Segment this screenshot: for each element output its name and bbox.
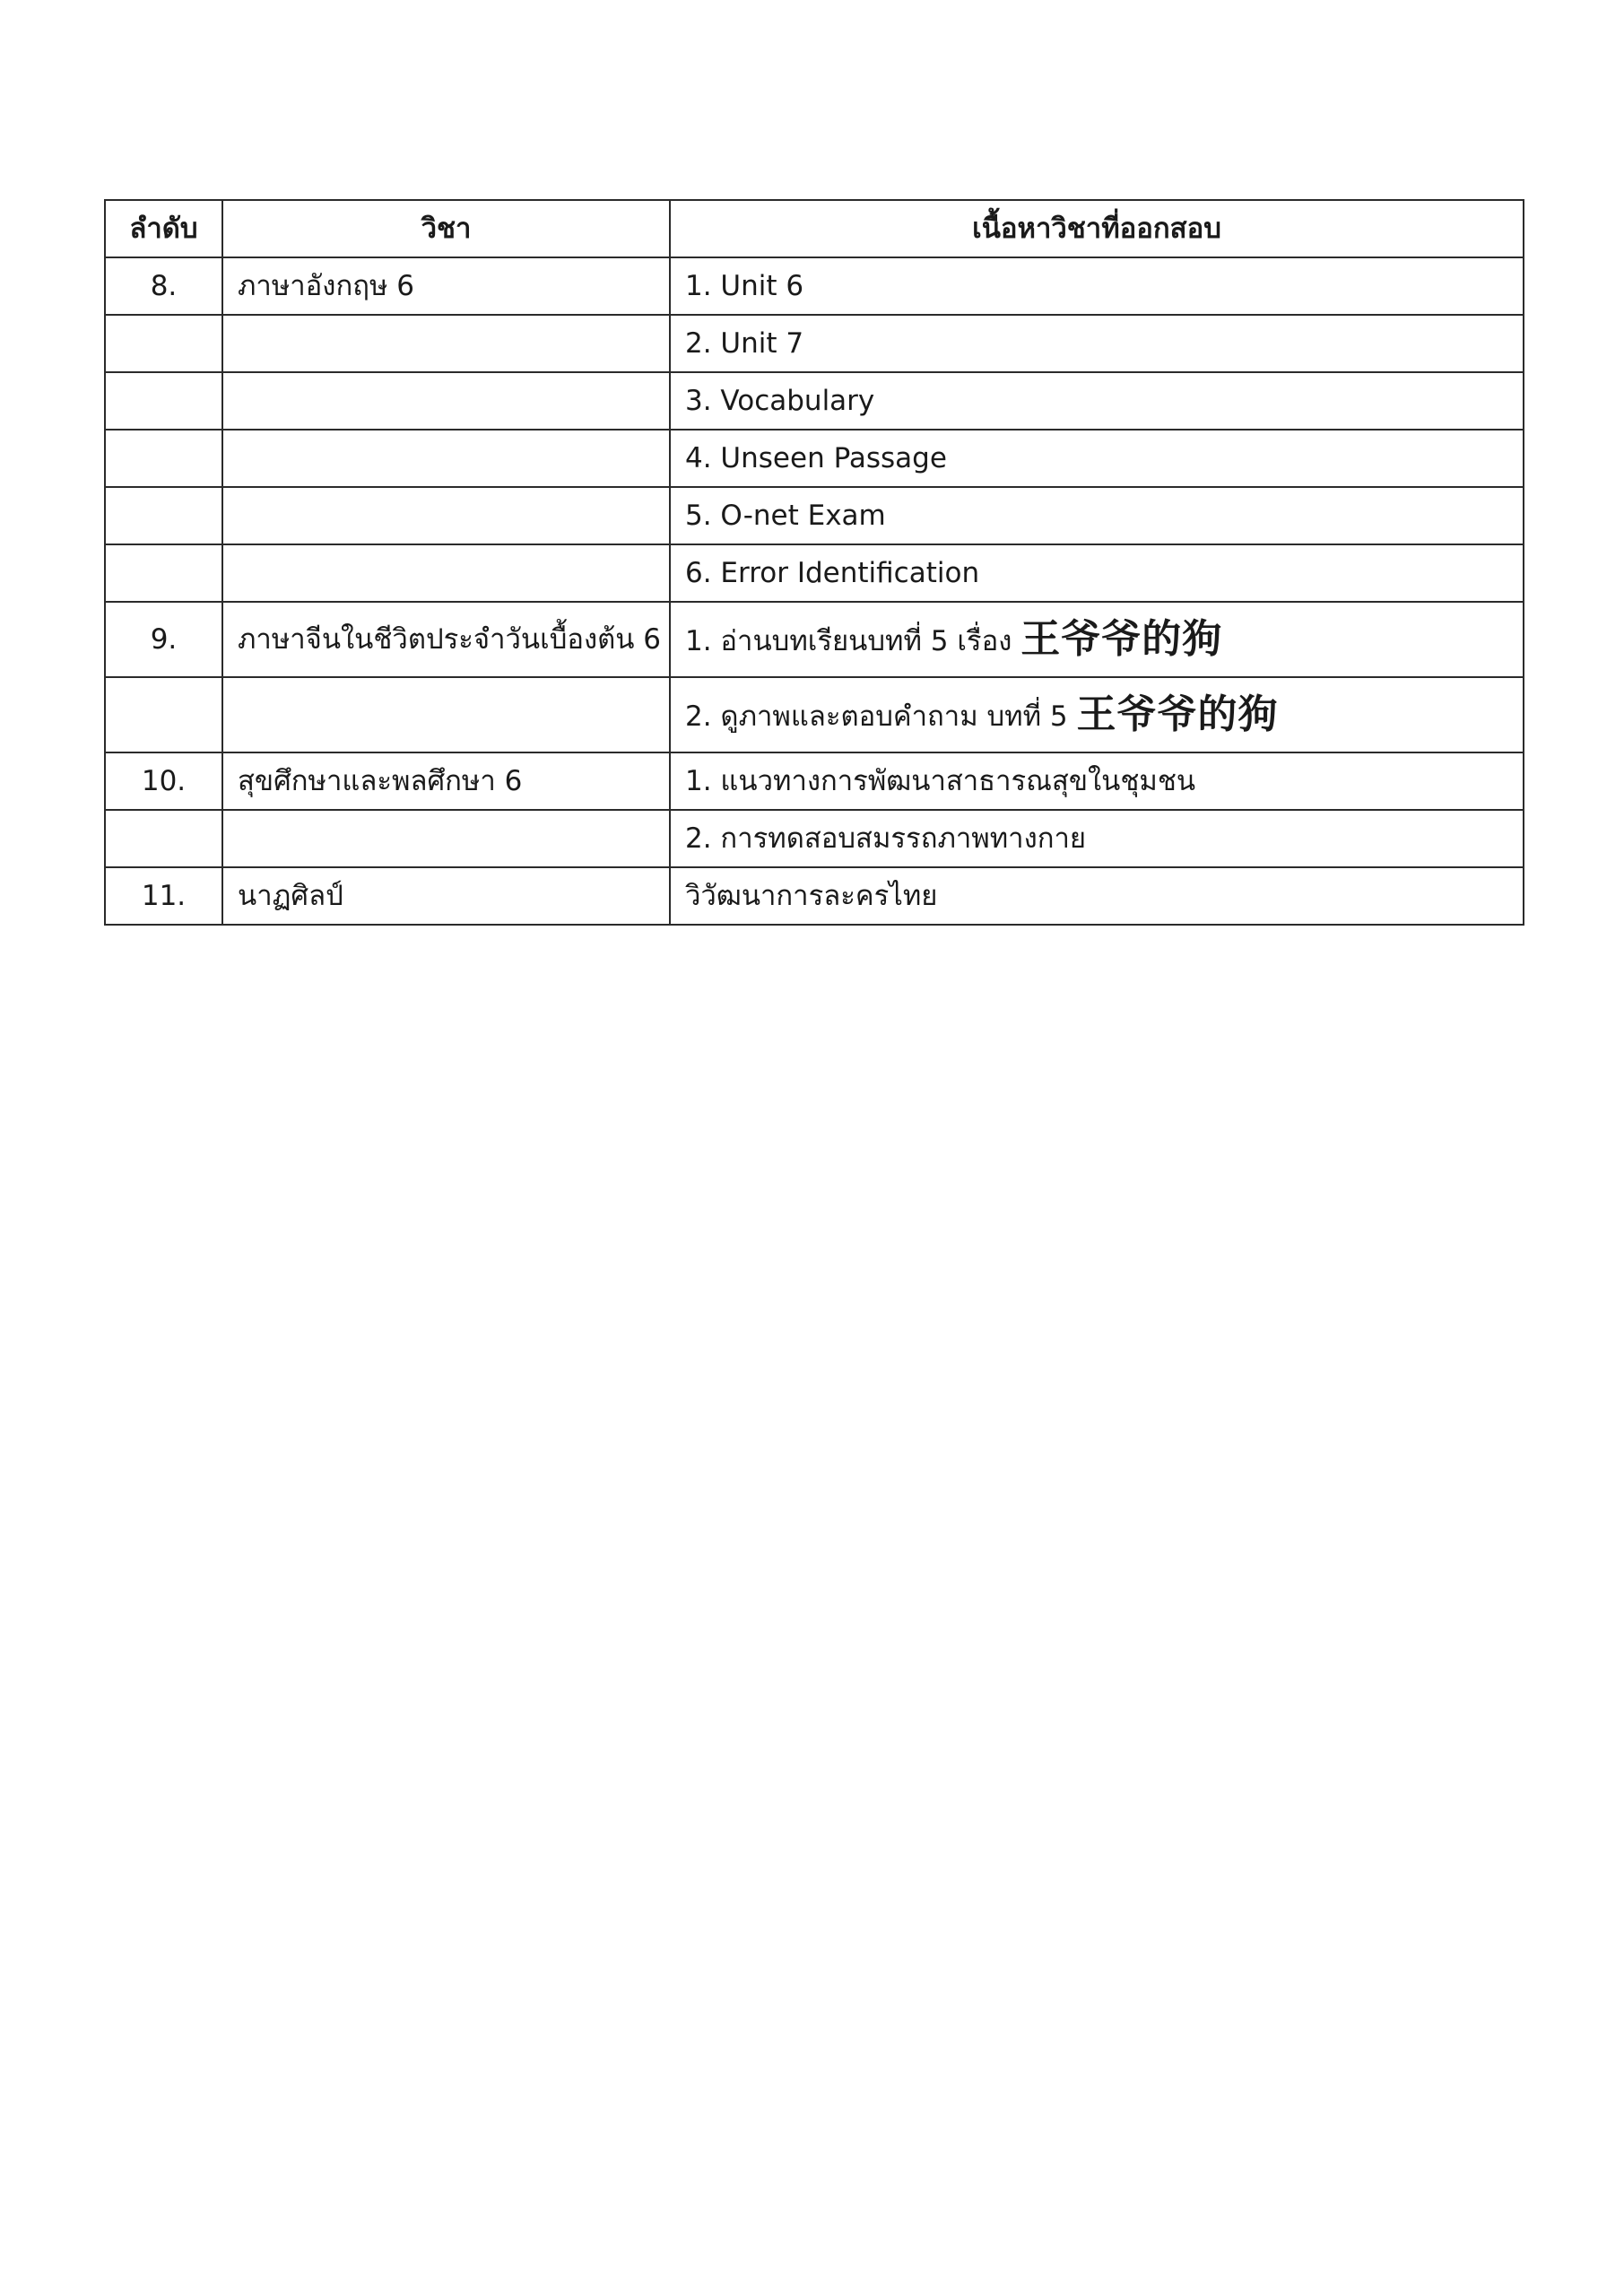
- table-row: [105, 372, 1524, 430]
- table-row: [105, 810, 1524, 867]
- content-cell: [670, 602, 1524, 677]
- content-cell: [670, 257, 1524, 315]
- order-cell: [105, 315, 222, 372]
- table-row: [105, 677, 1524, 752]
- content-cell: [670, 372, 1524, 430]
- table-row: [105, 487, 1524, 544]
- subject-cell: [222, 372, 670, 430]
- subject-cell: [222, 487, 670, 544]
- chinese-title: 王爷爷的狗: [1076, 691, 1279, 737]
- order-cell: [105, 372, 222, 430]
- order-cell: 8.: [105, 257, 222, 315]
- content-text: 5. O-net Exam: [685, 499, 886, 532]
- subject-cell: [222, 677, 670, 752]
- order-cell: [105, 810, 222, 867]
- chinese-title: 王爷爷的狗: [1020, 615, 1223, 662]
- content-text: 4. Unseen Passage: [685, 441, 947, 474]
- order-cell: 10.: [105, 752, 222, 810]
- subject-cell: สุขศึกษาและพลศึกษา 6: [222, 752, 670, 810]
- content-text: 2. Unit 7: [685, 326, 804, 360]
- content-cell: [670, 315, 1524, 372]
- table-row: [105, 544, 1524, 602]
- header-subject: วิชา: [222, 200, 670, 257]
- subject-cell: [222, 315, 670, 372]
- content-cell: [670, 487, 1524, 544]
- table-row: [105, 315, 1524, 372]
- content-text: 2. การทดสอบสมรรถภาพทางกาย: [685, 822, 1087, 855]
- table-header-row: [105, 200, 1524, 257]
- subject-cell: นาฏศิลป์: [222, 867, 670, 925]
- order-cell: 11.: [105, 867, 222, 925]
- subject-cell: ภาษาจีนในชีวิตประจำวันเบื้องต้น 6: [222, 602, 670, 677]
- table-row: [105, 602, 1524, 677]
- order-cell: [105, 430, 222, 487]
- content-cell: [670, 752, 1524, 810]
- exam-content-table: [104, 199, 1524, 926]
- order-cell: [105, 487, 222, 544]
- table-row: [105, 752, 1524, 810]
- order-cell: [105, 544, 222, 602]
- content-text: 3. Vocabulary: [685, 384, 875, 417]
- header-content: เนื้อหาวิชาที่ออกสอบ: [670, 200, 1524, 257]
- content-text: 6. Error Identification: [685, 556, 980, 589]
- subject-cell: [222, 544, 670, 602]
- content-cell: [670, 544, 1524, 602]
- content-cell: [670, 867, 1524, 925]
- table-row: [105, 867, 1524, 925]
- order-cell: 9.: [105, 602, 222, 677]
- subject-cell: [222, 810, 670, 867]
- order-cell: [105, 677, 222, 752]
- content-text: 1. แนวทางการพัฒนาสาธารณสุขในชุมชน: [685, 764, 1196, 797]
- content-text: วิวัฒนาการละครไทย: [685, 879, 938, 912]
- content-cell: [670, 430, 1524, 487]
- subject-cell: [222, 430, 670, 487]
- content-text: 1. Unit 6: [685, 269, 804, 302]
- content-cell: [670, 810, 1524, 867]
- content-cell: [670, 677, 1524, 752]
- content-text: 2. ดูภาพและตอบคำถาม บทที่ 5: [685, 700, 1077, 733]
- subject-cell: ภาษาอังกฤษ 6: [222, 257, 670, 315]
- content-text: 1. อ่านบทเรียนบทที่ 5 เรื่อง: [685, 624, 1021, 657]
- header-order: ลำดับ: [105, 200, 222, 257]
- table-row: [105, 430, 1524, 487]
- table-row: [105, 257, 1524, 315]
